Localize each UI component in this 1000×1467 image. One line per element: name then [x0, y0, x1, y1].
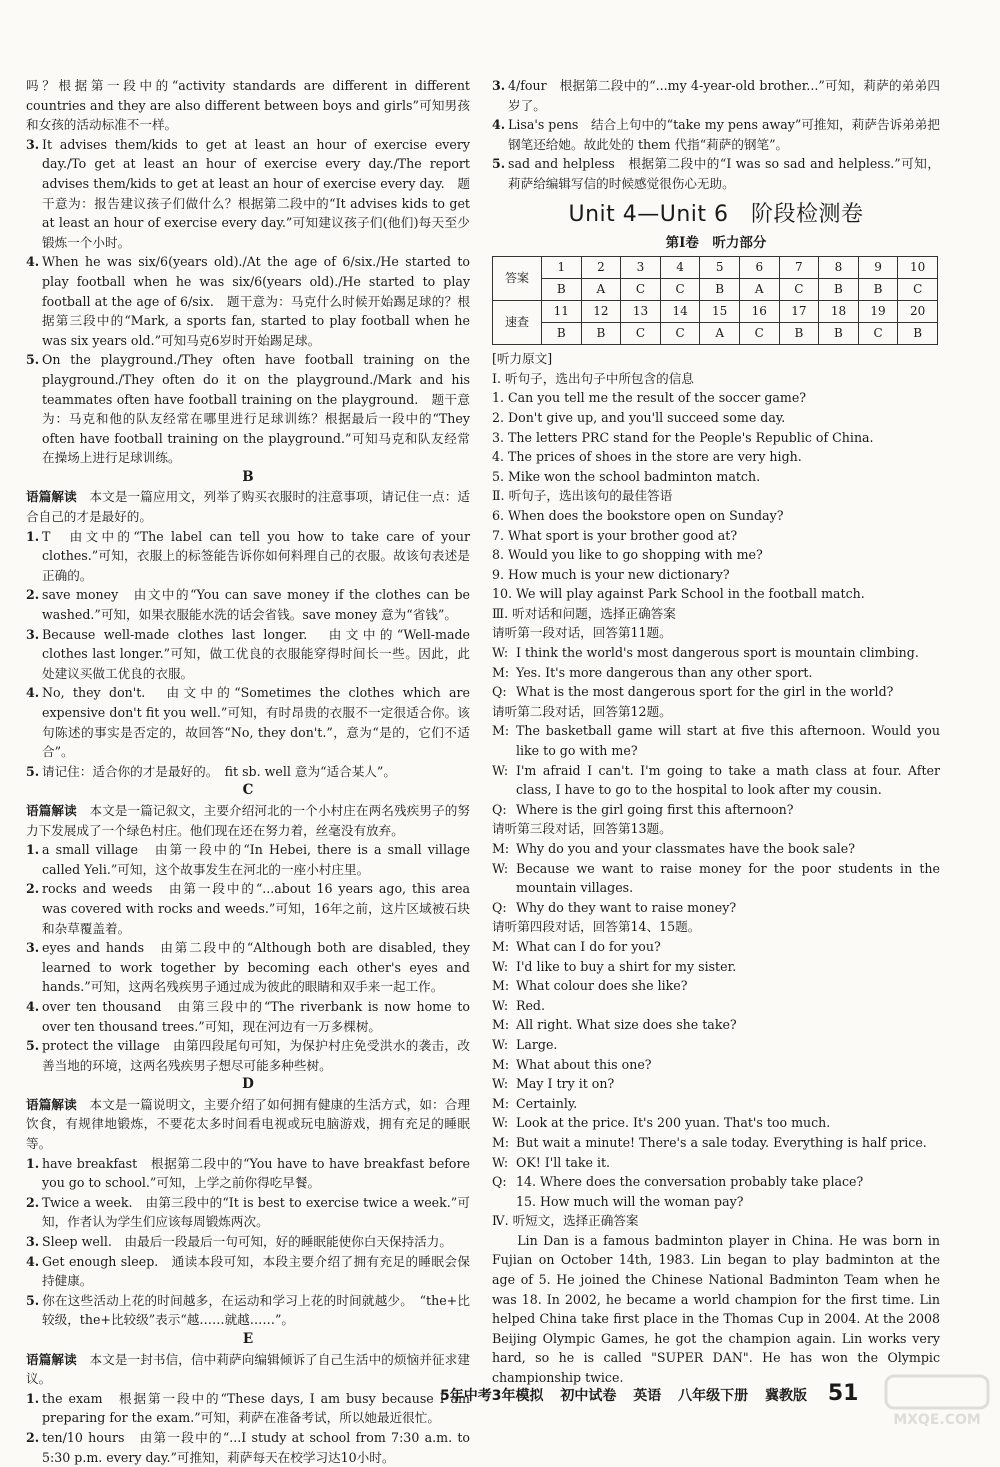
answer-item: [26, 1291, 470, 1330]
answer-table: [492, 256, 938, 345]
dialogue-text: Red.: [516, 997, 546, 1013]
dialogue-text: All right. What size does she take?: [516, 1017, 737, 1033]
table-cell: 15: [700, 301, 740, 323]
table-cell: C: [621, 323, 661, 345]
script-line: 请听第二段对话，回答第12题。: [492, 703, 672, 719]
summary-label: 语篇解读: [26, 802, 77, 818]
dialogue-line: [492, 1094, 940, 1114]
item-text: T 由文中的“The label can tell you how to take care of your clothes.”可知，衣服上的标签能告诉你如何料理自己的衣服。故该句表述是正确的。: [42, 528, 470, 583]
footer-subject: 英语: [633, 1388, 662, 1404]
answer-item: [26, 625, 470, 684]
table-cell: B: [898, 323, 938, 345]
item-number: 1.: [26, 1390, 40, 1406]
right-column: [492, 76, 940, 1388]
speaker: W:: [492, 762, 509, 778]
speaker: Q:: [492, 1174, 507, 1190]
table-row: [493, 279, 938, 301]
summary-text: 本文是一篇应用文，列举了购买衣服时的注意事项，请记住一点：适合自己的才是最好的。: [26, 489, 471, 525]
dialogue-line: [492, 1055, 940, 1075]
dialogue-line: [492, 957, 940, 977]
item-text: 4/four 根据第二段中的“...my 4-year-old brother...”可知，莉萨的弟弟四岁了。: [508, 78, 940, 113]
dialogue-line: [492, 761, 940, 800]
item-number: 2.: [26, 587, 40, 603]
speaker: Q:: [492, 899, 507, 915]
answer-item: [26, 252, 470, 350]
script-line: 请听第四段对话，回答第14、15题。: [492, 919, 701, 935]
table-cell: 4: [660, 257, 700, 279]
dialogue-line: [492, 937, 940, 957]
dialogue-line: [492, 898, 940, 918]
table-cell: C: [858, 323, 898, 345]
unit-title: Unit 4—Unit 6 阶段检测卷: [568, 201, 864, 227]
table-cell: C: [660, 323, 700, 345]
dialogue-line: [492, 663, 940, 683]
table-cell: 6: [739, 257, 779, 279]
dialogue-line: [492, 976, 940, 996]
table-cell: C: [898, 279, 938, 301]
script-line: 9. How much is your new dictionary?: [492, 566, 730, 582]
answer-item: [26, 585, 470, 624]
dialogue-line: [492, 996, 940, 1016]
summary-label: 语篇解读: [26, 1351, 77, 1367]
answer-item: [26, 1232, 470, 1252]
item-text: save money 由文中的“You can save money if the clothes can be washed.”可知，如果衣服能水洗的话会省钱。save money 意为“省钱”。: [42, 587, 470, 623]
answer-item: [26, 683, 470, 761]
speaker: M:: [492, 841, 510, 856]
item-text: the exam 根据第一段中的“These days, I am busy because I am preparing for the exam.”可知，莉萨在准备考试，所以她最近很忙。: [42, 1390, 470, 1426]
dialogue-text: What is the most dangerous sport for the girl in the world?: [516, 684, 894, 700]
speaker: W:: [492, 997, 509, 1013]
answer-item: [26, 135, 470, 253]
item-number: 3.: [26, 136, 40, 152]
table-cell: 16: [739, 301, 779, 323]
item-number: 2.: [26, 881, 40, 897]
script-line: 请听第一段对话，回答第11题。: [492, 625, 672, 641]
dialogue-line: [492, 1153, 940, 1173]
table-cell: B: [542, 279, 582, 301]
page-footer: [440, 1381, 940, 1407]
dialogue-text: May I try it on?: [516, 1076, 615, 1092]
dialogue-line: [492, 1172, 940, 1192]
section-title: 第Ⅰ卷 听力部分: [665, 234, 767, 251]
script-line: Ⅲ. 听对话和问题，选择正确答案: [492, 605, 676, 621]
table-cell: C: [621, 279, 661, 301]
dialogue-line: [492, 682, 940, 702]
passage-summary: [26, 1095, 470, 1154]
script-line: 8. Would you like to go shopping with me?: [492, 547, 763, 563]
summary-text: 本文是一篇说明文，主要介绍了如何拥有健康的生活方式，如：合理饮食，有规律地锻炼，不要花太多时间看电视或玩电脑游戏，拥有充足的睡眠等。: [26, 1096, 471, 1152]
speaker: Q:: [492, 801, 507, 817]
page-number: 51: [827, 1381, 859, 1406]
speaker: W:: [492, 1115, 509, 1131]
speaker: Q:: [492, 684, 507, 700]
dialogue-line: [492, 839, 940, 859]
speaker: M:: [492, 1134, 510, 1150]
dialogue-line: [492, 1192, 940, 1212]
table-label: 速查: [493, 301, 542, 345]
summary-label: 语篇解读: [26, 1096, 77, 1112]
summary-label: 语篇解读: [26, 489, 77, 505]
table-cell: 17: [779, 301, 819, 323]
item-number: 4.: [492, 117, 506, 133]
answer-item: [492, 115, 940, 154]
item-text: sad and helpless 根据第二段中的“I was so sad and helpless.”可知，莉萨给编辑写信的时候感觉很伤心无助。: [508, 156, 940, 191]
item-text: Get enough sleep. 通读本段可知，本段主要介绍了拥有充足的睡眠会保持健康。: [42, 1253, 470, 1289]
speaker: M:: [492, 978, 510, 994]
speaker: M:: [492, 1017, 510, 1033]
dialogue-text: Because we want to raise money for the poor students in the mountain villages.: [516, 860, 940, 896]
script-line: 10. We will play against Park School in the football match.: [492, 586, 865, 602]
section-heading: E: [242, 1331, 254, 1347]
script-line: 2. Don't give up, and you'll succeed some day.: [492, 409, 786, 425]
answer-item: [26, 1252, 470, 1291]
dialogue-text: But wait a minute! There's a sale today. Everything is half price.: [516, 1134, 927, 1150]
dialogue-text: What can I do for you?: [516, 938, 661, 954]
watermark-text: MXQE.COM: [893, 1412, 981, 1428]
answer-item: [26, 1036, 470, 1075]
watermark-logo: [882, 1372, 992, 1430]
speaker: M:: [492, 938, 510, 954]
answer-item: [492, 154, 940, 193]
item-text: a small village 由第一段中的“In Hebei, there is a small village called Yeli.”可知，这个故事发生在河北的一座小村庄里。: [42, 842, 470, 877]
section-heading: C: [242, 782, 254, 799]
speaker: W:: [492, 958, 509, 974]
summary-text: 本文是一封书信，信中莉萨向编辑倾诉了自己生活中的烦恼并征求建议。: [26, 1351, 471, 1387]
answer-item: [26, 1154, 470, 1193]
dialogue-text: The basketball game will start at five this afternoon. Would you like to go with me?: [516, 723, 940, 759]
passage-summary: [26, 801, 470, 840]
script-line: 1. Can you tell me the result of the soccer game?: [492, 390, 807, 406]
answer-item: [26, 997, 470, 1036]
dialogue-line: [492, 721, 940, 760]
section-heading: D: [242, 1076, 254, 1093]
dialogue-text: Why do they want to raise money?: [516, 899, 737, 915]
answer-item: [26, 350, 470, 468]
table-cell: 14: [660, 301, 700, 323]
table-cell: 8: [819, 257, 859, 279]
dialogue-line: [492, 859, 940, 898]
speaker: W:: [492, 1036, 509, 1052]
table-cell: 10: [898, 257, 938, 279]
table-row: [493, 257, 938, 279]
dialogue-text: Certainly.: [516, 1095, 578, 1111]
speaker: W:: [492, 645, 509, 661]
item-number: 3.: [26, 1234, 40, 1250]
dialogue-line: [492, 1113, 940, 1133]
script-line: Ⅰ. 听句子，选出句子中所包含的信息: [492, 370, 694, 386]
table-cell: 11: [542, 301, 582, 323]
item-number: 5.: [492, 156, 506, 172]
table-cell: B: [819, 323, 859, 345]
script-passage: Lin Dan is a famous badminton player in China. He was born in Fujian on October 14th, 1983. Lin began to play badminton at the age of 5. He joined the Chinese National Badminton Team when he was 18. In 2002, he became a world champion for the first time. Lin helped China take first place in the Thomas Cup in 2004. At the 2008 Beijing Olympic Games, he got the champion again. Lin works very hard, so he is called "SUPER DAN". He has won the Olympic championship twice.: [492, 1232, 940, 1386]
dialogue-line: [492, 800, 940, 820]
item-text: Sleep well. 由最后一段最后一句可知，好的睡眠能使你白天保持活力。: [42, 1234, 452, 1250]
item-number: 5.: [26, 1292, 40, 1308]
table-cell: 1: [542, 257, 582, 279]
left-column: [26, 76, 470, 1467]
item-text: eyes and hands 由第二段中的“Although both are disabled, they learned to work together by becoming each other's eyes and hands.”可知，这两名残疾男子通过成为彼此的眼睛和双手来一起工作。: [42, 940, 470, 995]
speaker: W:: [492, 860, 509, 876]
table-cell: 20: [898, 301, 938, 323]
answer-continuation: [492, 76, 940, 194]
speaker: M:: [492, 723, 510, 739]
dialogue-line: [492, 1035, 940, 1055]
answer-item: [26, 1428, 470, 1467]
answer-item: [26, 762, 470, 782]
item-text: ten/10 hours 由第一段中的“...I study at school from 7:30 a.m. to 5:30 p.m. every day.”可推知，莉萨每天在校学习达10小时。: [42, 1429, 470, 1465]
dialogue-text: I'm afraid I can't. I'm going to take a math class at four. After class, I have to go to the hospital to look after my cousin.: [516, 762, 940, 798]
dialogue-text: OK! I'll take it.: [516, 1154, 611, 1170]
footer-type: 初中试卷: [560, 1388, 617, 1404]
answer-item: [26, 1193, 470, 1232]
script-line: 5. Mike won the school badminton match.: [492, 468, 761, 484]
item-number: 5.: [26, 1038, 40, 1054]
script-line: 请听第三段对话，回答第13题。: [492, 821, 672, 837]
table-cell: A: [581, 279, 621, 301]
script-line: 3. The letters PRC stand for the People's Republic of China.: [492, 429, 874, 445]
dialogue-text: 15. How much will the woman pay?: [516, 1193, 744, 1209]
answer-item: [492, 76, 940, 115]
item-number: 2.: [26, 1194, 40, 1210]
item-text: Twice a week. 由第三段中的“It is best to exercise twice a week.”可知，作者认为学生们应该每周锻炼两次。: [42, 1194, 470, 1230]
item-text: Lisa's pens 结合上句中的“take my pens away”可推知，莉萨告诉弟弟把钢笔还给她。故此处的 them 代指“莉萨的钢笔”。: [508, 117, 940, 152]
script-line: [听力原文]: [492, 351, 553, 367]
listening-script: [492, 349, 940, 1387]
footer-edition: 冀教版: [764, 1388, 807, 1404]
answer-item: [26, 527, 470, 586]
table-row: [493, 301, 938, 323]
script-line: Ⅱ. 听句子，选出该句的最佳答语: [492, 488, 673, 504]
table-cell: 13: [621, 301, 661, 323]
script-line: Ⅳ. 听短文，选择正确答案: [492, 1213, 639, 1229]
table-cell: 12: [581, 301, 621, 323]
item-number: 3.: [26, 940, 40, 956]
script-line: 4. The prices of shoes in the store are very high.: [492, 449, 802, 465]
table-cell: 18: [819, 301, 859, 323]
answer-item: [26, 1389, 470, 1428]
table-cell: A: [700, 323, 740, 345]
item-text: 你在这些活动上花的时间越多，在运动和学习上花的时间就越少。 “the+比较级，the+比较级”表示“越……就越……”。: [42, 1292, 470, 1328]
item-text: have breakfast 根据第二段中的“You have to have breakfast before you go to school.”可知，上学之前你得吃早餐。: [42, 1155, 470, 1191]
passage-summary: [26, 1350, 470, 1389]
table-cell: C: [739, 323, 779, 345]
item-text: protect the village 由第四段尾句可知，为保护村庄免受洪水的袭击，改善当地的环境，这两名残疾男子想尽可能多种些树。: [42, 1038, 470, 1073]
item-number: 4.: [26, 1253, 40, 1269]
script-line: 7. What sport is your brother good at?: [492, 527, 738, 543]
table-cell: B: [581, 323, 621, 345]
table-cell: B: [779, 323, 819, 345]
item-number: 5.: [26, 352, 40, 368]
table-cell: B: [700, 279, 740, 301]
answer-item: [26, 840, 470, 879]
item-text: 请记住：适合你的才是最好的。 fit sb. well 意为“适合某人”。: [42, 763, 396, 779]
dialogue-text: Where is the girl going first this afternoon?: [516, 801, 794, 817]
table-cell: C: [779, 279, 819, 301]
table-cell: 2: [581, 257, 621, 279]
table-cell: 3: [621, 257, 661, 279]
item-number: 2.: [26, 1429, 40, 1445]
item-text: No, they don't. 由文中的“Sometimes the clothes which are expensive don't fit you well.”可知，有时昂贵的衣服不一定很适合你。该句陈述的事实是否定的，故回答“No, they don't.”，意为“是的，它们不适合”。: [42, 685, 470, 760]
table-cell: A: [739, 279, 779, 301]
table-cell: B: [819, 279, 859, 301]
item-number: 4.: [26, 254, 40, 270]
footer-series: 5年中考3年模拟: [440, 1388, 544, 1404]
item-number: 3.: [492, 78, 506, 93]
dialogue-text: Large.: [516, 1036, 558, 1052]
speaker: M:: [492, 1095, 510, 1111]
answer-item: [26, 879, 470, 938]
dialogue-text: 14. Where does the conversation probably take place?: [516, 1174, 864, 1190]
dialogue-text: I think the world's most dangerous sport is mountain climbing.: [516, 645, 919, 661]
item-text: Because well-made clothes last longer. 由文中的“Well-made clothes last longer.”可知，做工优良的衣服能穿得时间长一些。因此，此处建议买做工优良的衣服。: [42, 626, 470, 681]
item-number: 3.: [26, 626, 40, 642]
table-cell: 9: [858, 257, 898, 279]
paragraph: 吗？根据第一段中的“activity standards are different in different countries and they are also different between boys and girls”可知男孩和女孩的活动标准不一样。: [26, 78, 470, 133]
table-cell: 5: [700, 257, 740, 279]
item-number: 4.: [26, 685, 40, 701]
section-heading: B: [242, 468, 254, 485]
dialogue-text: Look at the price. It's 200 yuan. That's too much.: [516, 1115, 831, 1131]
dialogue-text: What colour does she like?: [516, 978, 688, 994]
item-text: It advises them/kids to get at least an hour of exercise every day./To get at least an hour of exercise every day./The report advises them/kids to get at least an hour of exercise every day. 题干意为：报告建议孩子们做什么？根据第二段中的“It advises kids to get at least an hour of exercise every day.”可知建议孩子们(他们)每天至少锻炼一个小时。: [42, 136, 470, 250]
speaker: W:: [492, 1154, 509, 1170]
table-cell: B: [542, 323, 582, 345]
dialogue-line: [492, 1133, 940, 1153]
speaker: M:: [492, 664, 510, 680]
item-text: When he was six/6(years old)./At the age of 6/six./He started to play football when he was six/6(years old)./He started to play football at the age of 6/six. 题干意为：马克什么时候开始踢足球的？根据第三段中的“Mark, a sports fan, started to play football when he was six years old.”可知马克6岁时开始踢足球。: [42, 254, 470, 348]
passage-summary: [26, 487, 470, 526]
item-number: 4.: [26, 998, 40, 1014]
answer-item: [26, 938, 470, 997]
table-row: [493, 323, 938, 345]
dialogue-text: What about this one?: [516, 1056, 652, 1072]
speaker: M:: [492, 1056, 510, 1072]
dialogue-line: [492, 1074, 940, 1094]
table-cell: 7: [779, 257, 819, 279]
script-line: 6. When does the bookstore open on Sunday?: [492, 507, 784, 523]
dialogue-text: Why do you and your classmates have the book sale?: [516, 841, 855, 856]
summary-text: 本文是一篇记叙文，主要介绍河北的一个小村庄在两名残疾男子的努力下发展成了一个绿色村庄。他们现在还在努力着，丝毫没有放弃。: [26, 802, 471, 838]
item-number: 1.: [26, 842, 40, 858]
item-text: rocks and weeds 由第一段中的“...about 16 years ago, this area was covered with rocks and weeds.”可知，16年之前，这片区域被石块和杂草覆盖着。: [42, 881, 470, 936]
item-number: 1.: [26, 528, 40, 544]
speaker: W:: [492, 1076, 509, 1092]
dialogue-line: [492, 1015, 940, 1035]
item-number: 1.: [26, 1155, 40, 1171]
footer-grade: 八年级下册: [678, 1388, 749, 1404]
dialogue-line: [492, 643, 940, 663]
item-text: over ten thousand 由第三段中的“The riverbank is now home to over ten thousand trees.”可知，现在河边有一万多棵树。: [42, 998, 470, 1034]
table-cell: 19: [858, 301, 898, 323]
dialogue-text: Yes. It's more dangerous than any other sport.: [516, 664, 813, 680]
dialogue-text: I'd like to buy a shirt for my sister.: [516, 958, 737, 974]
item-text: On the playground./They often have football training on the playground./They often do it on the playground./Mark and his teammates often have football training on the playground. 题干意为：马克和他的队友经常在哪里进行足球训练？根据最后一段中的“They often have football training on the playground.”可知马克和队友经常在操场上进行足球训练。: [42, 352, 470, 466]
table-label: 答案: [493, 257, 542, 301]
item-number: 5.: [26, 763, 40, 779]
table-cell: C: [660, 279, 700, 301]
table-cell: B: [858, 279, 898, 301]
